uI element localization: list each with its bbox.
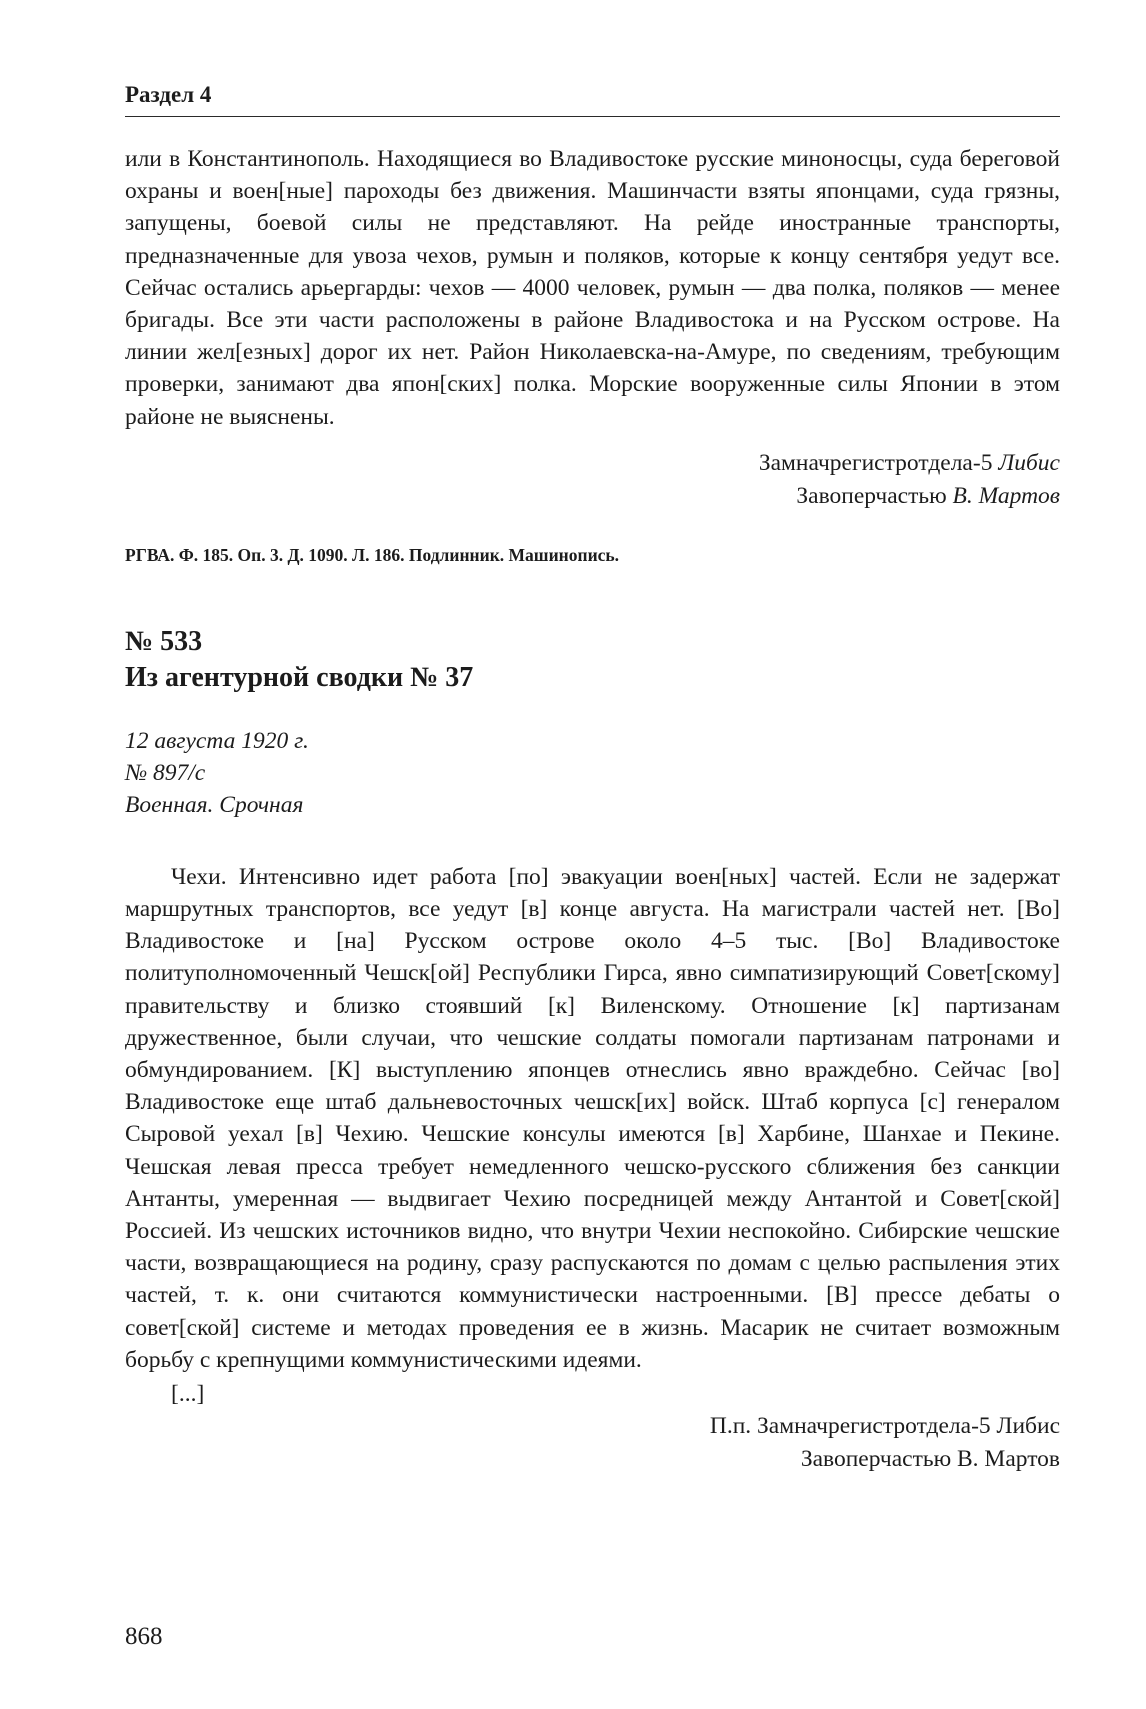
doc2-registration-number: № 897/с bbox=[125, 759, 206, 786]
doc2-signature-2: Завоперчастью В. Мартов bbox=[800, 1446, 1060, 1473]
doc1-signature-2-name: В. Мартов bbox=[952, 482, 1060, 509]
doc2-classification: Военная. Срочная bbox=[125, 791, 304, 818]
book-page bbox=[125, 80, 1060, 1680]
doc1-continuation-text: или в Константинополь. Находящиеся во Владивостоке русские миноносцы, суда береговой охраны и воен[ные] пароходы без движения. Машинчасти взяты японцами, суда грязны, запущены, боевой силы не представляют. На рейде иностранные транспорты, предназначенные для увоза чехов, румын и поляков, которые к концу сентября уедут все. Сейчас остались арьергарды: чехов — 4000 человек, румын — два полка, поляков — менее бригады. Все эти части расположены в районе Владивостока и на Русском острове. На линии жел[езных] дорог их нет. Район Николаевска-на-Амуре, по сведениям, требующим проверки, занимают два япон[ских] полка. Морские вооруженные силы Японии в этом районе не выяснены. bbox=[125, 146, 1060, 430]
doc2-title: Из агентурной сводки № 37 bbox=[125, 661, 474, 693]
doc1-signature-block bbox=[125, 447, 1060, 513]
header-rule bbox=[125, 116, 1060, 117]
doc1-signature-1-name: Либис bbox=[998, 449, 1060, 476]
doc2-number: № 533 bbox=[125, 625, 203, 657]
doc1-signature-2-position: Завоперчастью bbox=[796, 482, 947, 509]
doc1-signature-1-position: Замначрегистротдела-5 bbox=[758, 449, 993, 476]
doc1-archive-reference: РГВА. Ф. 185. Оп. 3. Д. 1090. Л. 186. Подлинник. Машинопись. bbox=[125, 544, 620, 565]
page-number: 868 bbox=[125, 1623, 163, 1650]
doc2-body-text: Чехи. Интенсивно идет работа [по] эвакуации воен[ных] частей. Если не задержат маршрутных транспортов, все уедут [в] конце августа. На магистрали частей нет. [Во] Владивостоке и [на] Русском острове около 4–5 тыс. [Во] Владивостоке политуполномоченный Чешск[ой] Республики Гирса, явно симпатизирующий Совет[скому] правительству и близко стоявший [к] Виленскому. Отношение [к] партизанам дружественное, были случаи, что чешские солдаты помогали партизанам патронами и обмундированием. [К] выступлению японцев отнеслись явно враждебно. Сейчас [во] Владивостоке еще штаб дальневосточных чешск[их] войск. Штаб корпуса [с] генералом Сыровой уехал [в] Чехию. Чешские консулы имеются [в] Харбине, Шанхае и Пекине. Чешская левая пресса требует немедленного чешско-русского сближения без санкции Антанты, умеренная — выдвигает Чехию посредницей между Антантой и Совет[ской] Россией. Из чешских источников видно, что внутри Чехии неспокойно. Сибирские чешские части, возвращающиеся на родину, сразу распускаются по домам с целью распыления этих частей, т. к. они считаются коммунистически настроенными. [В] прессе дебаты о совет[ской] системе и методах проведения ее в жизнь. Масарик не считает возможным борьбу с крепнущими коммунистическими идеями. bbox=[125, 863, 1060, 1373]
doc2-signature-block bbox=[125, 1410, 1060, 1476]
doc1-signature-1 bbox=[125, 447, 1060, 480]
doc2-signature-1: П.п. Замначрегистротдела-5 Либис bbox=[709, 1413, 1060, 1440]
doc2-metadata bbox=[125, 725, 1060, 821]
doc1-signature-2 bbox=[125, 480, 1060, 513]
doc2-date: 12 августа 1920 г. bbox=[125, 727, 309, 754]
running-head: Раздел 4 bbox=[125, 82, 212, 107]
doc2-omission-mark: [...] bbox=[171, 1381, 205, 1408]
